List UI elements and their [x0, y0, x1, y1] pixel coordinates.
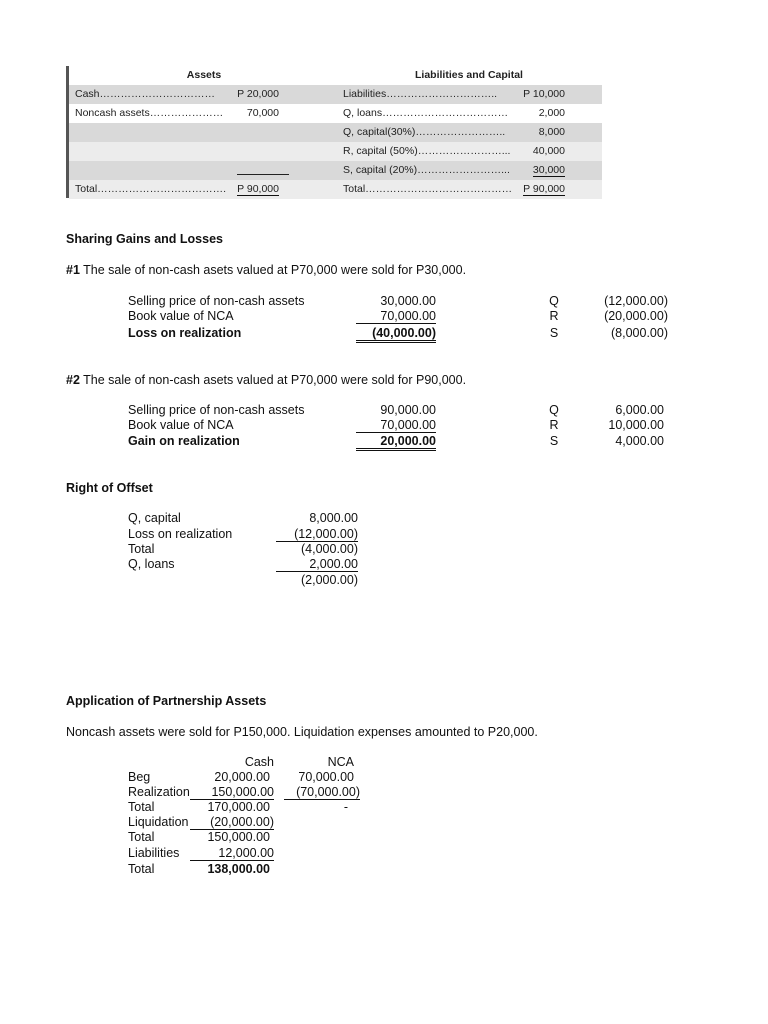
case2-label: #2 [66, 373, 80, 387]
offset-heading: Right of Offset [66, 481, 153, 495]
bs-right-label: Q, capital(30%)…………………….. [343, 126, 506, 138]
case2-partner: R [549, 418, 559, 432]
case2-row-label: Book value of NCA [128, 418, 234, 432]
case1-partner: R [549, 309, 559, 323]
column-header-cash: Cash [244, 755, 274, 769]
case2-row-label: Gain on realization [128, 434, 240, 448]
application-row-label: Liabilities [128, 846, 180, 860]
balance-sheet-row [69, 142, 602, 161]
application-cash-value: 138,000.00 [207, 862, 270, 876]
case1-row-value: 70,000.00 [356, 309, 436, 324]
bs-right-label: Q, loans……………………………… [343, 107, 509, 119]
application-row-label: Total [128, 830, 155, 844]
case1-partner: S [549, 326, 559, 340]
case1-partner-share: (12,000.00) [604, 294, 668, 308]
case1-row-label: Selling price of non-cash assets [128, 294, 305, 308]
application-row-label: Beg [128, 770, 151, 784]
offset-row-value: (12,000.00) [276, 527, 358, 542]
offset-row-value: 2,000.00 [276, 557, 358, 572]
case1-label: #1 [66, 263, 80, 277]
balance-sheet-row [69, 104, 602, 123]
application-heading: Application of Partnership Assets [66, 694, 267, 708]
case2-row-value: 70,000.00 [356, 418, 436, 433]
liabilities-capital-header: Liabilities and Capital [415, 69, 523, 81]
case2-partner: Q [549, 403, 559, 417]
bs-right-value: 40,000 [532, 145, 565, 157]
application-cash-value: 12,000.00 [190, 846, 274, 861]
case1-row-value: 30,000.00 [380, 294, 436, 308]
balance-sheet-row [69, 123, 602, 142]
offset-row-value: 8,000.00 [309, 511, 358, 525]
bs-right-total-value: P 90,000 [523, 183, 565, 195]
case2-description [66, 373, 466, 387]
assets-header: Assets [186, 69, 222, 81]
bs-left-label: Cash…………………………… [75, 88, 216, 100]
case2-text: The sale of non-cash asets valued at P70,000 were sold for P90,000. [83, 373, 467, 387]
bs-left-total-label: Total………………………………. [75, 183, 227, 195]
balance-sheet-header-row [69, 66, 602, 85]
offset-row-label: Total [128, 542, 155, 556]
application-cash-value: 150,000.00 [190, 785, 274, 800]
application-row-label: Realization [128, 785, 190, 799]
application-nca-value: 70,000.00 [298, 770, 354, 784]
case1-row-label: Loss on realization [128, 326, 242, 340]
case1-partner-share: (20,000.00) [604, 309, 668, 323]
application-cash-value: 150,000.00 [207, 830, 270, 844]
sharing-heading: Sharing Gains and Losses [66, 232, 223, 246]
case1-partner: Q [549, 294, 559, 308]
application-cash-value: 170,000.00 [207, 800, 270, 814]
case1-description [66, 263, 466, 277]
bs-right-value: P 10,000 [523, 88, 565, 100]
case2-row-value: 90,000.00 [380, 403, 436, 417]
application-cash-value: 20,000.00 [214, 770, 270, 784]
column-header-nca: NCA [327, 755, 354, 769]
application-nca-value: (70,000.00) [284, 785, 360, 800]
balance-sheet-total-row [69, 180, 602, 199]
bs-right-value: 8,000 [538, 126, 565, 138]
case2-row-label: Selling price of non-cash assets [128, 403, 305, 417]
case1-partner-share: (8,000.00) [611, 326, 668, 340]
case2-row-value: 20,000.00 [356, 434, 436, 451]
offset-row-label: Loss on realization [128, 527, 233, 541]
bs-right-label: R, capital (50%)……………………... [343, 145, 511, 157]
case2-partner-share: 10,000.00 [608, 418, 664, 432]
balance-sheet-row [69, 85, 602, 104]
application-row-label: Total [128, 862, 155, 876]
bs-left-value: 70,000 [246, 107, 279, 119]
application-cash-value: (20,000.00) [190, 815, 274, 830]
case1-row-value: (40,000.00) [356, 326, 436, 343]
balance-sheet-table [66, 66, 602, 198]
case2-partner-share: 4,000.00 [615, 434, 664, 448]
case2-partner-share: 6,000.00 [615, 403, 664, 417]
bs-right-label: Liabilities………………………….. [343, 88, 498, 100]
underline-divider [237, 174, 289, 175]
case2-partner: S [549, 434, 559, 448]
case1-row-label: Book value of NCA [128, 309, 234, 323]
offset-row-label: Q, loans [128, 557, 175, 571]
bs-left-total-value: P 90,000 [237, 183, 279, 195]
offset-row-value: (2,000.00) [301, 573, 358, 587]
balance-sheet-row [69, 161, 602, 180]
offset-row-label: Q, capital [128, 511, 181, 525]
bs-left-label: Noncash assets………………… [75, 107, 224, 119]
bs-left-value: P 20,000 [237, 88, 279, 100]
bs-right-total-label: Total…………………………………… [343, 183, 513, 195]
bs-right-value: 30,000 [532, 164, 565, 176]
bs-right-label: S, capital (20%)……………………... [343, 164, 510, 176]
application-row-label: Liquidation [128, 815, 189, 829]
offset-row-value: (4,000.00) [301, 542, 358, 556]
case1-text: The sale of non-cash asets valued at P70,000 were sold for P30,000. [83, 263, 467, 277]
application-row-label: Total [128, 800, 155, 814]
application-description: Noncash assets were sold for P150,000. Liquidation expenses amounted to P20,000. [66, 725, 538, 739]
application-nca-value: - [343, 800, 348, 814]
bs-right-value: 2,000 [538, 107, 565, 119]
